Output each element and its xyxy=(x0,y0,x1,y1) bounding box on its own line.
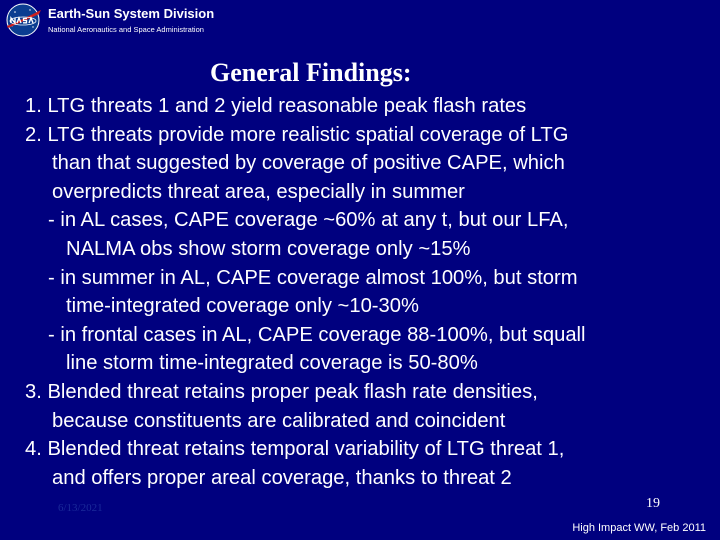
finding-item-1: 1. LTG threats 1 and 2 yield reasonable peak flash rates xyxy=(25,95,527,117)
finding-item-4: 4. Blended threat retains temporal variability of LTG threat 1, xyxy=(25,438,565,461)
slide-date: 6/13/2021 xyxy=(58,502,103,514)
finding-item-2-continuation: than that suggested by coverage of positive CAPE, which xyxy=(52,152,565,175)
sub-bullet-summer-al: - in summer in AL, CAPE coverage almost 100%, but storm xyxy=(48,266,578,289)
finding-item-3-continuation: because constituents are calibrated and coincident xyxy=(52,409,506,432)
organization-name: Earth-Sun System Division xyxy=(48,6,215,21)
page-number: 19 xyxy=(646,496,660,511)
sub-bullet-continuation: line storm time-integrated coverage is 50-80% xyxy=(66,352,478,375)
sub-bullet-frontal-cases: - in frontal cases in AL, CAPE coverage 88-100%, but squall xyxy=(48,323,586,346)
organization-subtitle: National Aeronautics and Space Administration xyxy=(48,25,204,34)
finding-item-2: 2. LTG threats provide more realistic spatial coverage of LTG xyxy=(25,123,569,146)
nasa-logo-icon xyxy=(3,2,43,38)
finding-item-4-continuation: and offers proper areal coverage, thanks to threat 2 xyxy=(52,466,512,489)
sub-bullet-continuation: time-integrated coverage only ~10-30% xyxy=(66,295,419,318)
finding-item-3: 3. Blended threat retains proper peak flash rate densities, xyxy=(25,380,538,403)
slide-title: General Findings: xyxy=(210,58,412,87)
sub-bullet-continuation: NALMA obs show storm coverage only ~15% xyxy=(66,237,471,260)
findings-list xyxy=(25,92,715,492)
finding-item-2-continuation: overpredicts threat area, especially in summer xyxy=(52,180,465,203)
footer-event: High Impact WW, Feb 2011 xyxy=(572,522,706,534)
sub-bullet-al-cases: - in AL cases, CAPE coverage ~60% at any t, but our LFA, xyxy=(48,209,569,232)
